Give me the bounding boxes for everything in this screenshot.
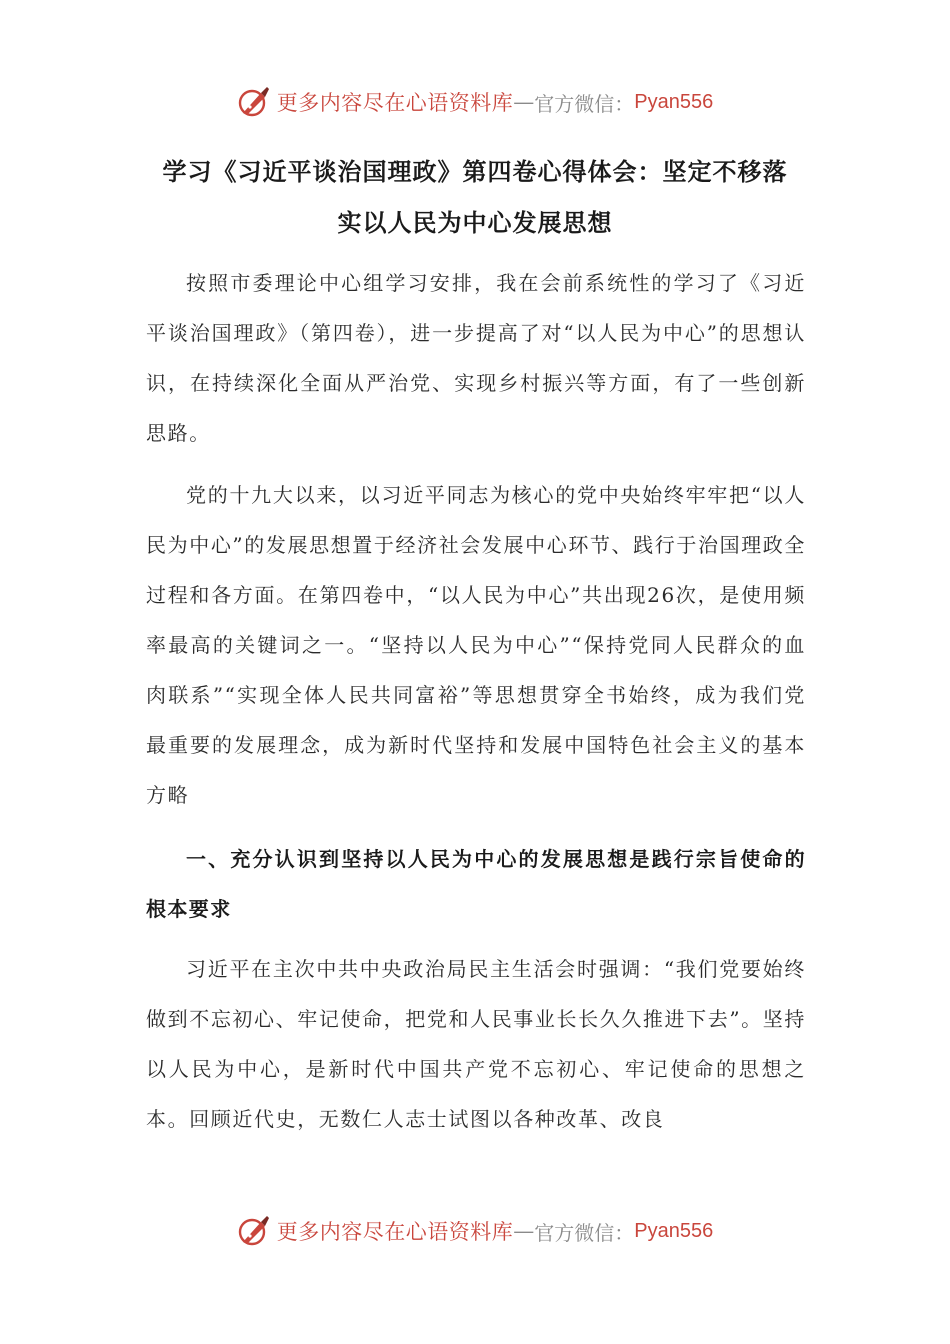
paragraph-background: 党的十九大以来，以习近平同志为核心的党中央始终牢牢把“以人民为中心”的发展思想置于经济社会发展中心环节、践行于治国理政全过程和各方面。在第四卷中，“以人民为中心”共出现26次，是使用频率最高的关键词之一。“坚持以人民为中心”“保持党同人民群众的血肉联系”“实现全体人民共同富裕”等思想贯穿全书始终，成为我们党最重要的发展理念，成为新时代坚持和发展中国特色社会主义的基本方略 (146, 483, 806, 807)
document-title-line-1: 学习《习近平谈治国理政》第四卷心得体会：坚定不移落 (162, 158, 788, 186)
watermark-wechat-label: 官方微信： (534, 1220, 635, 1245)
watermark-site-text: 更多内容尽在心语资料库 (276, 91, 514, 115)
pen-nib-logo-icon (237, 85, 271, 119)
watermark-separator: — (513, 90, 535, 114)
section-heading-1: 一、充分认识到坚持以人民为中心的发展思想是践行宗旨使命的根本要求 (146, 847, 806, 921)
footer-watermark (0, 1211, 950, 1251)
document-title-line-2: 实以人民为中心发展思想 (337, 209, 613, 237)
watermark-wechat-id: Pyan556 (634, 1219, 714, 1242)
paragraph-section-1-body: 习近平在主次中共中央政治局民主生活会时强调：“我们党要始终做到不忘初心、牢记使命，把党和人民事业长长久久推进下去”。坚持以人民为中心，是新时代中国共产党不忘初心、牢记使命的思想之本。回顾近代史，无数仁人志士试图以各种改革、改良 (146, 957, 806, 1131)
watermark-separator: — (513, 1219, 535, 1243)
watermark-wechat-label: 官方微信： (534, 91, 635, 116)
paragraph-intro: 按照市委理论中心组学习安排，我在会前系统性的学习了《习近平谈治国理政》（第四卷），进一步提高了对“以人民为中心”的思想认识，在持续深化全面从严治党、实现乡村振兴等方面，有了一些创新思路。 (146, 271, 806, 445)
watermark-site-text: 更多内容尽在心语资料库 (276, 1220, 514, 1244)
watermark-wechat-id: Pyan556 (634, 90, 714, 113)
pen-nib-logo-icon (237, 1214, 271, 1248)
header-watermark (0, 82, 950, 122)
